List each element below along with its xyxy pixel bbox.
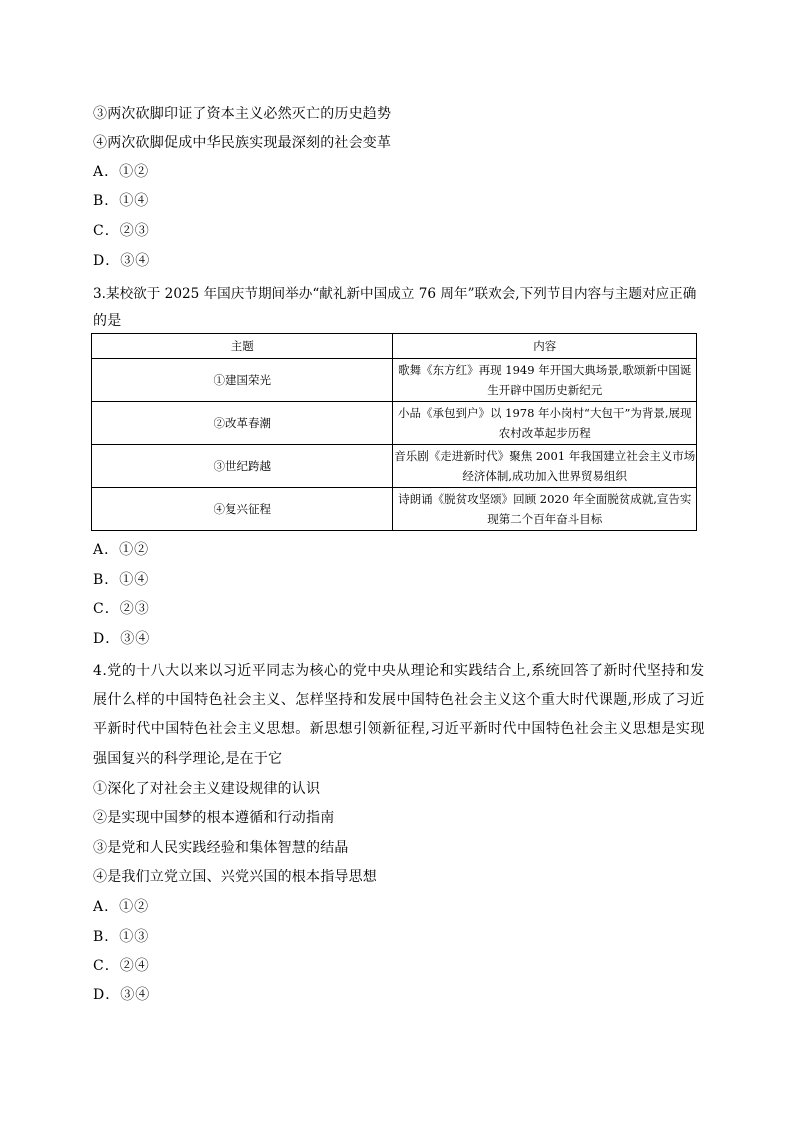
q3-stem-continued: 的是 (93, 313, 122, 329)
q4-statement-4: ④是我们立党立国、兴党兴国的根本指导思想 (93, 869, 377, 885)
q2-option-c: C．②③ (93, 223, 150, 239)
q2-statement-4: ④两次砍脚促成中华民族实现最深刻的社会变革 (93, 135, 392, 151)
q3-option-c: C．②③ (93, 601, 150, 617)
q4-option-c: C．②④ (93, 958, 150, 974)
q4-stem-line-4: 强国复兴的科学理论,是在于它 (93, 751, 283, 767)
q3-option-d: D．③④ (93, 631, 151, 647)
table-row (92, 402, 697, 445)
table-cell-content: 歌舞《东方红》再现 1949 年开国大典场景,歌颂新中国诞生开辟中国历史新纪元 (393, 359, 697, 402)
q2-option-a: A．①② (93, 164, 150, 180)
q4-option-b: B．①③ (93, 929, 150, 945)
q4-option-a: A．①② (93, 899, 150, 915)
table-cell-content: 小品《承包到户》以 1978 年小岗村“大包干”为背景,展现农村改革起步历程 (393, 402, 697, 445)
q4-stem-line-1: 4.党的十八大以来以习近平同志为核心的党中央从理论和实践结合上,系统回答了新时代坚持和发 (93, 663, 705, 679)
table-cell-content: 音乐剧《走进新时代》聚焦 2001 年我国建立社会主义市场经济体制,成功加入世界贸易组织 (393, 445, 697, 488)
table-row (92, 488, 697, 531)
q3-table (91, 333, 697, 531)
table-row (92, 445, 697, 488)
q3-option-a: A．①② (93, 542, 150, 558)
q2-option-d: D．③④ (93, 253, 151, 269)
table-cell-content: 诗朗诵《脱贫攻坚颂》回顾 2020 年全面脱贫成就,宣告实现第二个百年奋斗目标 (393, 488, 697, 531)
table-row (92, 359, 697, 402)
table-header-content: 内容 (393, 334, 697, 359)
table-cell-theme: ②改革春潮 (92, 402, 393, 445)
table-header-theme: 主题 (92, 334, 393, 359)
q4-option-d: D．③④ (93, 987, 151, 1003)
table-cell-theme: ①建国荣光 (92, 359, 393, 402)
q4-statement-2: ②是实现中国梦的根本遵循和行动指南 (93, 810, 335, 826)
q3-option-b: B．①④ (93, 572, 150, 588)
q4-stem-line-2: 展什么样的中国特色社会主义、怎样坚持和发展中国特色社会主义这个重大时代课题,形成了习近 (93, 692, 705, 708)
q2-statement-3: ③两次砍脚印证了资本主义必然灭亡的历史趋势 (93, 106, 392, 122)
q4-statement-1: ①深化了对社会主义建设规律的认识 (93, 781, 321, 797)
table-cell-theme: ④复兴征程 (92, 488, 393, 531)
q4-stem-line-3: 平新时代中国特色社会主义思想。新思想引领新征程,习近平新时代中国特色社会主义思想是实现 (93, 721, 705, 737)
q2-option-b: B．①④ (93, 193, 150, 209)
q4-statement-3: ③是党和人民实践经验和集体智慧的结晶 (93, 840, 349, 856)
table-cell-theme: ③世纪跨越 (92, 445, 393, 488)
table-header-row (92, 334, 697, 359)
q3-stem: 3.某校欲于 2025 年国庆节期间举办“献礼新中国成立 76 周年”联欢会,下列节目内容与主题对应正确 (93, 286, 697, 302)
